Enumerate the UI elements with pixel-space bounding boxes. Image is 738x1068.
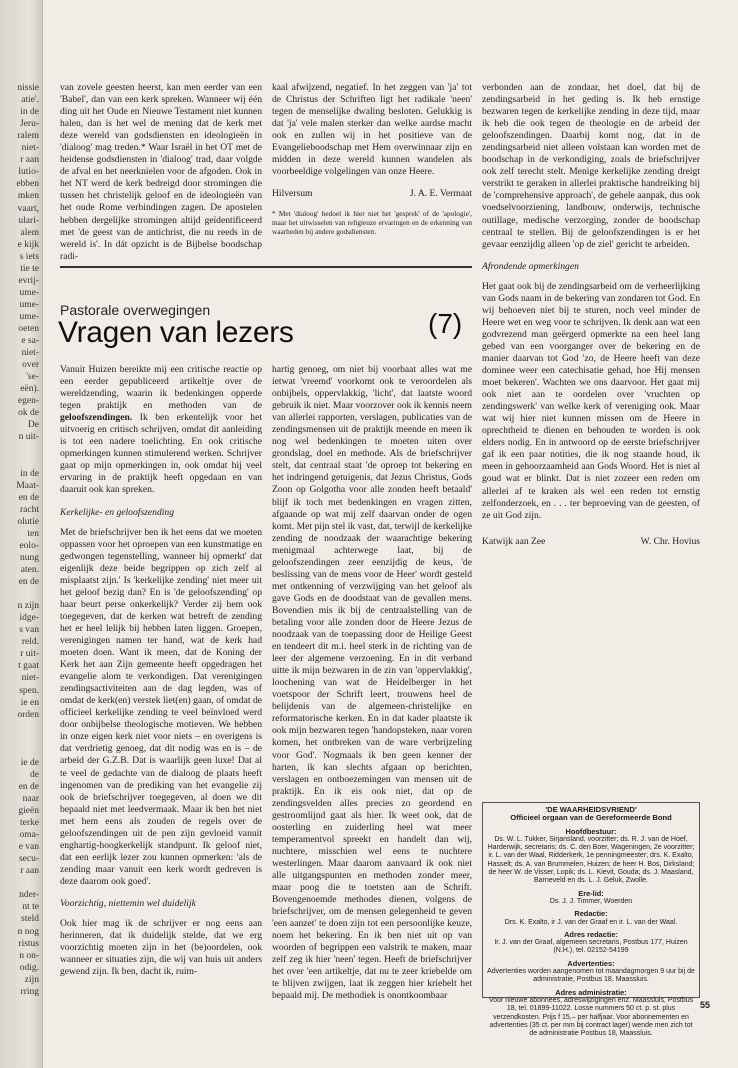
previous-page-fragment: odig. xyxy=(19,962,39,973)
previous-page-fragment: en de xyxy=(18,577,39,588)
previous-page-fragment: n uit- xyxy=(18,432,39,443)
signature-author: J. A. E. Vermaat xyxy=(409,188,472,200)
previous-page-fragment: over xyxy=(22,360,39,371)
article-column-2-text: hartig genoeg, om niet bij voorbaat alles wat me ietwat 'vreemd' voorkomt ook te veroordelen als onbijbels, oppervlakkig, 'licht', dat laatste woord gebruik ik niet. Maar voorzover ook ik kennis neem van allerlei rapporten, verslagen, publicaties van de zendingsmensen uit de praktijk meende en meen ik nog wel bedenkingen te moeten uiten over grondslag, doel en methode. Als de briefschrijver stelt, dat centraal staat 'de oproep tot bekering en het indringend getuigenis, dat Jezus Christus, Gods Zoon op Golgotha voor alle zonden heeft betaald' blijf ik toch met bedenkingen en vragen zitten, afgaande op wat mij zelf daarvan onder de ogen komt. Met pijn stel ik vast, dat, terwijl de kerkelijke zending de noodzaak der waarachtige bekering menigmaal achterwege laat, bij de geloofszendingen zeer eenzijdig de keus, 'de beslissing van de mens voor de Heer' wordt gesteld met ontkenning of verzwijging van het geloof als gave Gods en de doodstaat van de gevallen mens. Bovendien mis ik bij de centraalstelling van de betaling voor alle zonden door de Heere Jezus de noodzaak van de toepassing door de Heilige Geest en tendeert dit m.i. heel sterk in de richting van de leer der algemene verzoening. En in dit verband uitte ik mijn bezwaren in de zin van 'oppervlakkig', loochening van wat de Heidelberger in het voetspoor der Schrift leert, trouwens heel de belijdenis van de algemeen-christelijke en reformatorische kerken. En in dat kader plaatste ik ook mijn bezwaren tegen 'handopsteken, naar voren komen, het ontbreken van de ware verbrijzeling voor God'. Nogmaals ik ben geen kenner der harten, ik kan slechts afgaan op berichten, verslagen en ontboezemingen van mensen uit de praktijk. En ik eis ook niet, dat op de zendingsvelden alles precies zo geordend en gestroomlijnd gaat als hier. Ik weet ook, dat de oosterling en zuiderling heel wat meer temperamentvol spreekt en handelt dan wij, nuchtere, misschien wel eens te nuchtere westerlingen. Maar daarom aanvaard ik ook niet alle uitgangspunten en methoden zonder meer, maar poog die te toetsten aan de Schrift. Bovengenoemde methodes dienen, volgens de briefschrijver, om de mensen gelegenheid te geven 'een aanzet' te doen zijn tot een persoonlijke keuze, noem het bekering. En ik ben niet uit op van woorden of begrippen een valstrik te maken, maar zelf zeg ik hier 'neen' tegen. Heeft de briefschrijver het over 'een artikeltje, dat nu te zeer kriebelde om te blijven zwijgen, laat ik zeggen hier kriebelt het bepaald mij. De methodiek is onontkoombaar xyxy=(272,364,472,1002)
article-subheading-2: Voorzichtig, niettemin wel duidelijk xyxy=(60,897,196,909)
previous-page-fragment: eolo- xyxy=(19,540,39,551)
previous-page-fragment: vaart, xyxy=(17,203,39,214)
previous-page-fragment: lutio- xyxy=(18,167,39,178)
masthead-editor-address: Ir. J. van der Graaf, algemeen secretaris, Postbus 177, Huizen (N.H.), tel. 02152-54199 xyxy=(494,939,688,955)
top-column-2 xyxy=(272,82,472,262)
previous-page-fragment: n zijn xyxy=(17,601,39,612)
previous-page-fragment: ristus xyxy=(18,938,39,949)
masthead-heading: Redactie: xyxy=(574,909,608,919)
previous-page-fragment: mken xyxy=(17,191,39,202)
masthead-heading: Ere-lid: xyxy=(578,888,604,898)
previous-page-fragment: t gaat xyxy=(18,661,39,672)
article-intro xyxy=(60,364,262,497)
intro-text-a: Vanuit Huizen bereikte mij een critische reactie op een eerder gepubliceerd artikeltje over de wereldzending, waarin ik bedenkingen opperde tegen praktijk en methoden van de xyxy=(60,364,262,412)
article-top-rule xyxy=(60,266,472,268)
previous-page-fragment: steld xyxy=(21,914,39,925)
right-column-signature xyxy=(482,536,700,548)
previous-page-fragment: terke xyxy=(20,818,39,829)
article-paragraph-1: Met de briefschrijver ben ik het eens dat we moeten oppassen voor het oproepen van een kunstmatige en gedwongen tegenstelling, wanneer hij opmerkt' dat eigenlijk deze beide begrippen op zich zelf al misplaatst zijn.' Is 'kerkelijke zending' niet meer uit het geloof bezig dan? En is 'de geloofszending' op haar beurt perse onkerkelijk? Verder zij hem ook toegegeven, dat de kerken wat betreft de zending het er heel lelijk bij hebben laten liggen. Groepen, verenigingen namen ter hand, wat de kerk had moeten doen. Want ik meen, dat de Koning der Kerk het aan Zijn gemeente heeft opgedragen het evangelie alom te verkondigen. Dat verenigingen zendingsactiviteiten aan de dag legden, was of omdat de kerk(en) verstek liet(en) gaan, of omdat de officieel kerkelijke zending te veel beïnvloed werd door onbijbelse theologische motieven. We hebben in onze eigen kerk niet voor niets – en overigens is dat verdrietig genoeg, dat dit nodig was en is – de arbeid der G.Z.B. Dat is waarlijk geen luxe! Dat al te veel de gedachte van de dialoog de plaats heeft ingenomen van de prediking van het evangelie zij ook de briefschrijver toegegeven, al doen we dit bepaald niet met leedvermaak. Maar ik ben het niet met hem eens als zouden de regels over de geloofszendingen uit de pen zijn gevloeid vanuit enghartig-hoogkerkelijk standpunt. Ik geloof niet, dat een eerlijk lezer zou kunnen opmerken: 'als de zending maar vanuit een kerk wordt gedreven is deze daarom ook goed'. xyxy=(60,526,262,887)
previous-page-fragment: in de xyxy=(20,468,39,479)
previous-page-fragment: s van xyxy=(19,625,39,636)
previous-page-fragment: nissie xyxy=(17,83,39,93)
previous-page-fragment: spen. xyxy=(19,685,39,696)
masthead-heading: Advertenties: xyxy=(567,958,615,968)
previous-page-fragment: ie de xyxy=(20,757,39,768)
previous-page-fragment: evrij- xyxy=(18,275,39,286)
previous-page-fragment: 'se- xyxy=(26,372,39,383)
series-number: (7) xyxy=(428,308,463,339)
top-column-1 xyxy=(60,82,262,262)
previous-page-fragment: ten xyxy=(27,528,39,539)
signature-place: Hilversum xyxy=(272,188,313,200)
previous-page-fragment: e kijk xyxy=(17,239,39,250)
footnote: * Met 'dialoog' bedoel ik hier niet het 'gesprek' of de 'apologie', maar het uitwisselen van religieuze ervaringen en de erkenning van waarheden bij andere godsdiensten. xyxy=(272,209,472,236)
previous-page-fragment: e sa- xyxy=(21,336,39,347)
previous-page-fragment: r aan xyxy=(20,155,39,166)
top-column-2-signature xyxy=(272,188,472,200)
page-number: 55 xyxy=(700,1000,711,1010)
previous-page-fragment: in de xyxy=(20,107,39,118)
masthead-heading: Hoofdbestuur: xyxy=(565,826,617,836)
masthead-heading: Adres redactie: xyxy=(564,929,618,939)
previous-page-fragment: ume- xyxy=(19,287,39,298)
previous-page-fragment: ume- xyxy=(19,311,39,322)
previous-page-fragment: idge- xyxy=(19,613,39,624)
previous-page-fragment: Jeru- xyxy=(20,119,39,130)
masthead-honorary: Ds. J. J. Timmer, Woerden xyxy=(549,897,633,905)
previous-page-fragment: nt te xyxy=(22,902,39,913)
previous-page-fragment: secu- xyxy=(18,854,39,865)
article-headline: Vragen van lezers xyxy=(58,316,294,349)
previous-page-fragment: niet- xyxy=(21,348,39,359)
previous-page-fragment: de xyxy=(30,769,39,780)
top-column-2-text: kaal afwijzend, negatief. In het zeggen van 'ja' tot de Christus der Schriften ligt het radikale 'neen' tegen de menselijke dwaling besloten. Gelukkig is dat 'ja' vele malen sterker dan welke aardse macht ook en zullen wij in het positieve van de Evangelieboodschap met Hem overwinnaar zijn en midden in deze wereld kunnen wandelen als voorbeeldige volgelingen van onze Heere. xyxy=(272,82,472,178)
previous-page-fragment: naar xyxy=(22,793,39,804)
top-column-1-text: van zovele geesten heerst, kan men eerder van een 'Babel', dan van een kerk spreken. Wanneer wij één ding uit het Oude en Nieuwe Testament niet kunnen halen, dan is het wel de mening dat de kerk met deze wereld van godsdiensten en ideologieën in 'dialoog' mag treden.* Waar Israël in het OT met de heidense godsdiensten in 'dialoog' trad, daar volgde de afval en het neerknielen voor de afgoden. Ook in het NT werd de kerk bedreigd door stromingen die tussen het christelijk geloof en de ideologieën van het oude Rome verbindingen zagen. De apostelen hebben dergelijke stromingen altijd geïdentificeerd met 'de geest van de antichrist, die nu reeds in de wereld is'. In dát opzicht is de Bijbelse boodschap radi- xyxy=(60,82,262,262)
previous-page-fragment: en de xyxy=(18,781,39,792)
previous-page-fragment: oma- xyxy=(19,830,39,841)
previous-page-fragment: ebben xyxy=(16,179,39,190)
section-label: Pastorale overwegingen xyxy=(60,302,211,318)
article-column-2 xyxy=(272,364,472,1004)
previous-page-fragment: en de xyxy=(18,492,39,503)
article-column-1 xyxy=(60,364,262,1004)
previous-page-fragment: ok de xyxy=(18,408,39,419)
masthead-subtitle: Officieel orgaan van de Gereformeerde Bond xyxy=(510,813,672,823)
previous-page-fragment: reld. xyxy=(21,637,39,648)
previous-page-fragment: n on- xyxy=(19,950,39,961)
previous-page-fragment: ume- xyxy=(19,299,39,310)
previous-page-fragment: nder- xyxy=(19,890,39,901)
previous-page-fragment: alem xyxy=(20,227,39,238)
previous-page-fragment: egen- xyxy=(17,396,39,407)
previous-page-fragment: rring xyxy=(20,986,39,997)
signature-place: Katwijk aan Zee xyxy=(482,535,546,547)
previous-page-fragment: racht xyxy=(20,504,39,515)
signature-author: W. Chr. Hovius xyxy=(640,535,700,547)
intro-bold-term: geloofszendingen. xyxy=(60,412,133,424)
previous-page-fragment: aten. xyxy=(20,565,39,575)
previous-page-fragment: Maat- xyxy=(16,480,39,491)
masthead-box xyxy=(482,802,700,1038)
masthead-heading: Adres administratie: xyxy=(555,987,627,997)
previous-page-fragment: gieën xyxy=(18,806,39,816)
previous-page-fragment: e van xyxy=(18,842,39,853)
masthead-title: 'DE WAARHEIDSVRIEND' xyxy=(545,805,637,814)
right-column-body: Het gaat ook bij de zendingsarbeid om de verheerlijking van Gods naam in de bekering van zondaren tot God. En wij behoeven niet bij te sturen, noch veel minder de Heere wet en weg voor te schrijven. Ik denk aan wat een godvrezend man geërgerd opmerkte na een heel lang gebed van een voorganger over de bekering en de manier daarvan tot God 'zo, de Heere heeft van deze dominee weer een catechisatie gehad, hoe Hij mensen moet bekeren'. Wachten we ons daarvoor. Het gaat mij ook niet aan te oordelen over 'vruchten op zendingswerk' van welke kerk of vereniging ook. Maar wat wij hier niet kunnen missen om de Heere in oprechtheid te dienen en behouden te worden is ook elders nodig. En in antwoord op de eerste briefschrijver gaf ik een paar notities, die ik nog staande houd, ik meen in gehoorzaamheid aan Gods Woord. Het is niet al goud wat er blinkt. Dat is niet zozeer een reden om allerlei af te kraken als wel een reden tot ernstig zelfonderzoek, en . . . ter beproeving van de geesten, of ze uit God zijn. xyxy=(482,280,700,521)
previous-page-fragment: niet- xyxy=(21,143,39,154)
previous-page-fragment: De xyxy=(27,420,39,431)
previous-page-fragment: ulari- xyxy=(18,215,39,226)
previous-page-fragment: n nog xyxy=(17,926,39,937)
right-column-intro: verbonden aan de zondaar, het doel, dat bij de zendingsarbeid in het geding is. Ik heb ernstige bezwaren tegen de kerkelijke zending in deze tijd, maar ik heb die ook tegen de theologie en de arbeid der geloofszendingen. Daarbij komt nog, dat in de zendingsarbeid niet alleen volstaan kan worden met de boodschap in de verkondiging, zoals de briefschrijver ook zelf terecht stelt. Menige kerkelijke zending dreigt verstrikt te geraken in allerlei praktische handreiking bij de 'comprehensive approach', de gehele aanpak, dus ook voedselvoorziening, landbouw, onderwijs, technische outillage, medische verzorging, zonder de boodschap centraal te stellen. Bij de geloofszendingen is er het gevaar eenzijdig alleen 'op de ziel' gericht te arbeiden. xyxy=(482,82,700,250)
article-paragraph-2: Ook hier mag ik de schrijver er nog eens aan herinneren, dat ik duidelijk stelde, dat we erg voorzichtig moeten zijn in het (be)oordelen, ook wanneer er situaties zijn, die wij van huis uit anders gewend zijn. Ik ben, dacht ik, ruim- xyxy=(60,918,262,978)
masthead-admin-address: Voor nieuwe abonnees, adreswijzigingen enz. Maassluis, Postbus 18, tel. 01899-11022. Losse nummers 50 ct. p. st. plus verzendkosten. Prijs f 15,– per halfjaar. Voor abonnementen en advertenties (35 ct. per mm bij contract lager) wende men zich tot de administratie Postbus 18, Maassluis. xyxy=(488,996,694,1038)
previous-page-fragment: ie en xyxy=(20,697,39,708)
previous-page-fragment: eën). xyxy=(20,384,39,395)
previous-page-fragment: oeten xyxy=(18,324,39,334)
previous-page-fragment: r aan xyxy=(20,866,39,877)
previous-page-fragment: nung xyxy=(20,552,39,563)
previous-page-margin xyxy=(0,0,43,1068)
previous-page-fragment: atie'. xyxy=(21,95,39,106)
previous-page-fragment: orden xyxy=(17,709,39,720)
masthead-ads: Advertenties worden aangenomen tot maandagmorgen 9 uur bij de administratie, Postbus 18, Maassluis. xyxy=(487,968,695,984)
masthead-editors: Drs. K. Exalto, ir J. van der Graaf en ir. L. van der Waal. xyxy=(504,918,678,926)
right-column-subheading: Afrondende opmerkingen xyxy=(482,260,579,272)
previous-page-fragment: tie te xyxy=(20,263,39,274)
article-subheading-1: Kerkelijke- en geloofszending xyxy=(60,506,175,518)
intro-text-b: Ik ben erkentelijk voor het uitvoerig en critisch schrijven, omdat dit aanleiding is tot een nadere toelichting. En ook critische opmerkingen kunnen stimulerend werken. Schrijver gaat op mijn opmerkingen in, ook omdat hij veel ervaring in de praktijk heeft opgedaan en van daaruit ook kan spreken. xyxy=(60,412,262,496)
previous-page-fragment: niet- xyxy=(21,673,39,684)
previous-page-fragment: r uit- xyxy=(20,649,39,660)
right-column xyxy=(482,82,700,802)
masthead-board: Ds. W. L. Tukker, Sirjansland, voorzitter; ds. R. J. van de Hoef, Harderwijk, secretaris; ds. C. den Boer, Wageningen, 2e voorzitter; ir. L. van der Waal, Ridderkerk, 1e penningmeester; drs. K. Exalto, Hasselt; ds. A. van Brummelen, Huizen; de heer H. Bos, Dirksland; de heer W. de Visser, Lopik; ds. L. Kievit, Gouda; ds. J. Maasland, Barneveld en ds. L. J. Geluk, Zwolle. xyxy=(487,835,695,885)
previous-page-fragment: olutie xyxy=(17,516,39,527)
previous-page-fragment: ralem xyxy=(17,131,39,142)
previous-page-fragment: s iets xyxy=(19,251,39,262)
previous-page-fragment: zijn xyxy=(24,974,39,985)
